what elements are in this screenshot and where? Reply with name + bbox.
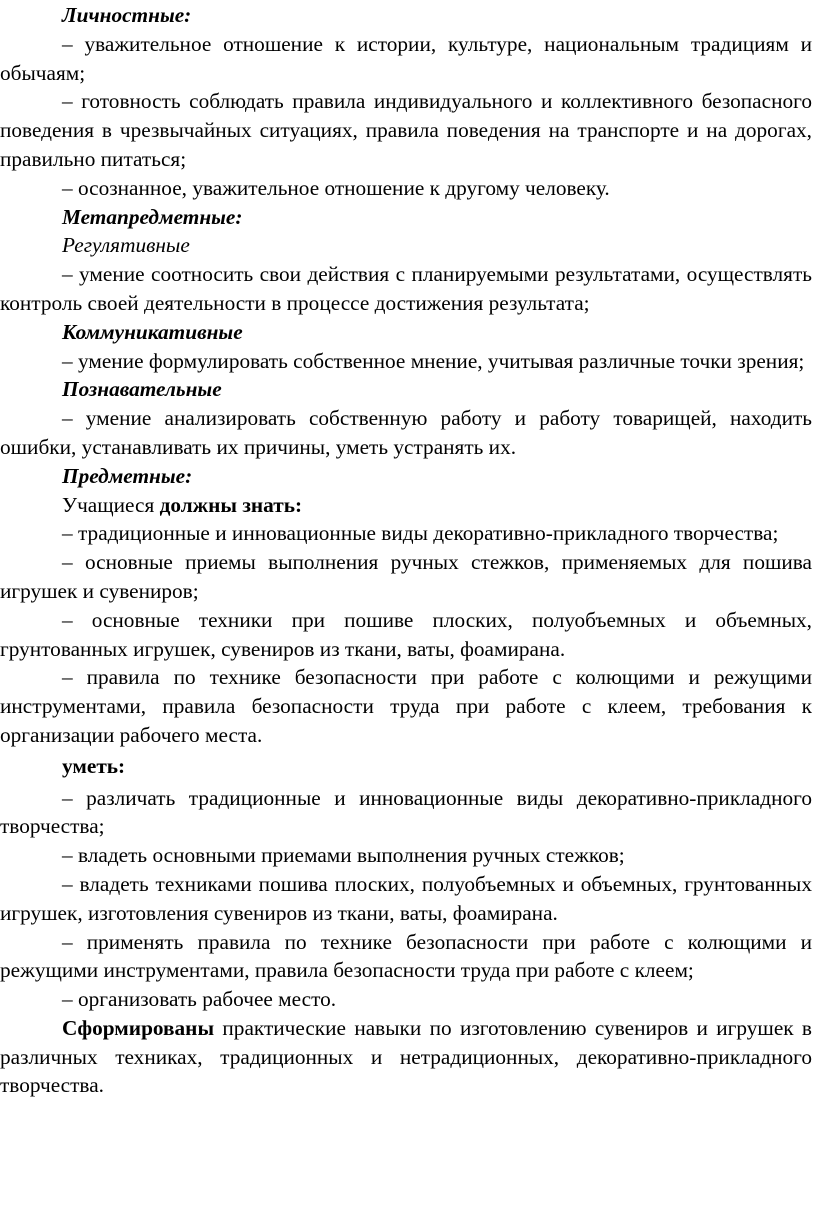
communicative-heading: Коммуникативные (62, 319, 243, 344)
know-intro (0, 491, 812, 520)
list-item: – основные техники при пошиве плоских, полуобъемных и объемных, грунтованных игрушек, сувениров из ткани, ваты, фоамирана. (0, 607, 812, 661)
personal-heading: Личностные: (62, 3, 192, 27)
list-item: – готовность соблюдать правила индивидуального и коллективного безопасного поведения в чрезвычайных ситуациях, правила поведения на транспорте и на дорогах, правильно питаться; (0, 89, 812, 171)
list-item: – правила по технике безопасности при работе с колющими и режущими инструментами, правила безопасности труда при работе с клеем, требования к организации рабочего места. (0, 665, 812, 747)
formed-paragraph (0, 1014, 812, 1100)
list-item: – основные приемы выполнения ручных стежков, применяемых для пошива игрушек и сувениров; (0, 550, 812, 603)
regulative-heading: Регулятивные (62, 233, 190, 258)
document-page (0, 1, 816, 1100)
cognitive-heading: Познавательные (62, 377, 222, 402)
list-item: – уважительное отношение к истории, культуре, национальным традициям и обычаям; (0, 31, 812, 85)
list-item: – осознанное, уважительное отношение к другому человеку. (62, 175, 610, 200)
formed-bold: Сформированы (62, 1015, 215, 1040)
know-bold: должны знать: (159, 492, 303, 517)
able-heading: уметь: (62, 753, 126, 778)
list-item: – организовать рабочее место. (62, 987, 337, 1012)
list-item: – владеть основными приемами выполнения ручных стежков; (62, 843, 625, 868)
know-prefix: Учащиеся (62, 492, 160, 517)
meta-heading: Метапредметные: (62, 204, 243, 229)
list-item: – применять правила по технике безопасности при работе с колющими и режущими инструментами, правила безопасности труда при работе с клеем; (0, 929, 812, 983)
list-item: – различать традиционные и инновационные виды декоративно-прикладного творчества; (0, 785, 812, 839)
list-item: – умение соотносить свои действия с планируемыми результатами, осуществлять контроль своей деятельности в процессе достижения результата; (0, 262, 812, 315)
list-item: – умение формулировать собственное мнение, учитывая различные точки зрения; (62, 348, 805, 373)
list-item: – умение анализировать собственную работу и работу товарищей, находить ошибки, устанавливать их причины, уметь устранять их. (0, 406, 812, 459)
subject-heading: Предметные: (62, 463, 193, 488)
list-item: – традиционные и инновационные виды декоративно-прикладного творчества; (62, 521, 779, 546)
list-item: – владеть техниками пошива плоских, полуобъемных и объемных, грунтованных игрушек, изготовления сувениров из ткани, ваты, фоамирана. (0, 871, 812, 925)
formed-text: практические навыки по изготовлению сувениров и игрушек в различных техниках, традиционных и нетрадиционных, декоративно-прикладного творчества. (0, 1015, 812, 1098)
